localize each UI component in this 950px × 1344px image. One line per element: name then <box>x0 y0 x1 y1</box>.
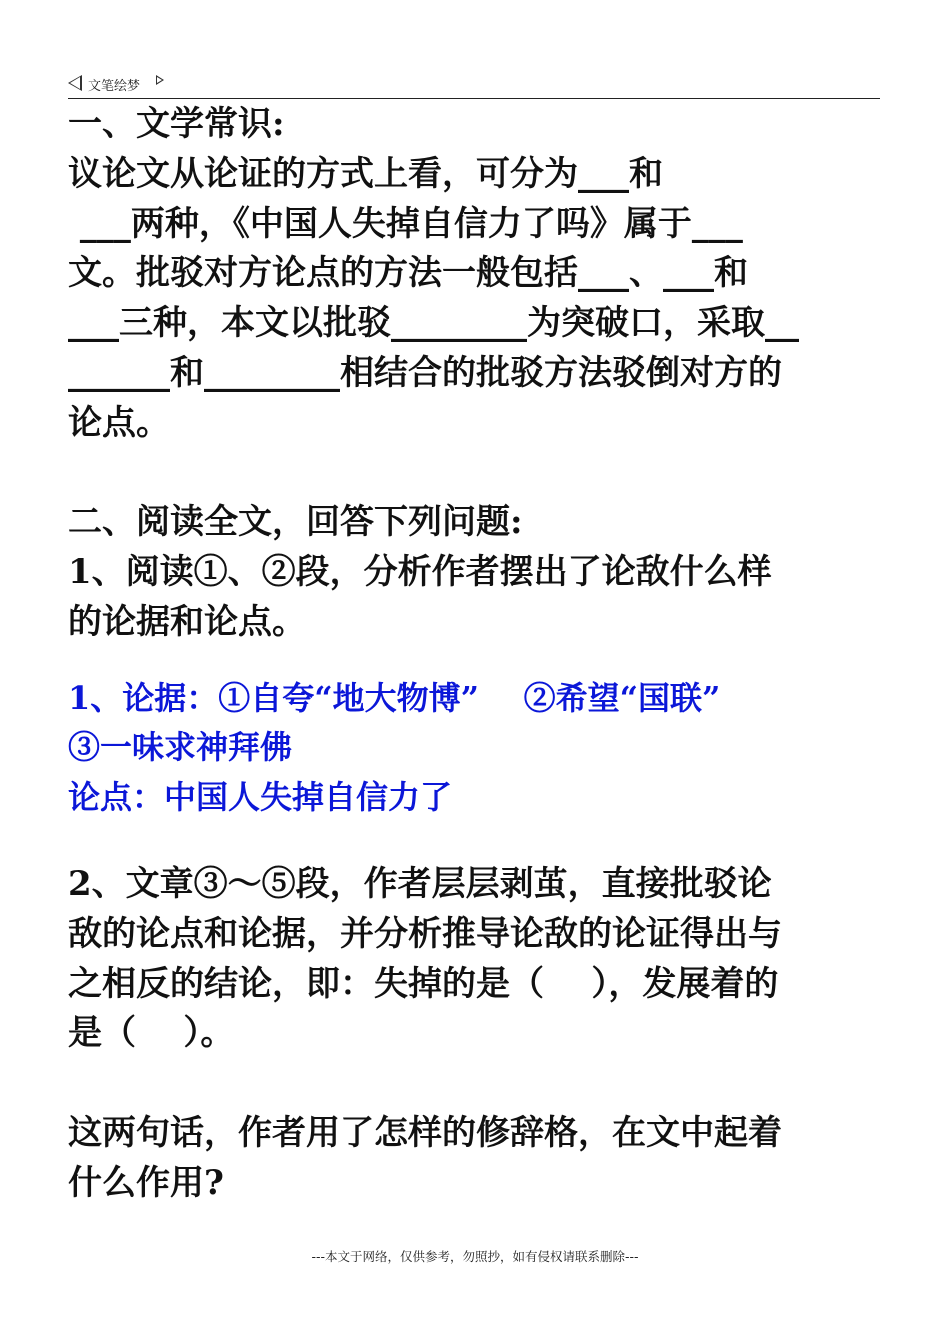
triangle-right-icon <box>156 75 164 85</box>
section1-heading: 一、文学常识: <box>68 104 285 144</box>
section1-line: 议论文从论证的方式上看，可分为___和 <box>68 153 663 194</box>
question-2-line: 是（ ）。 <box>68 1013 235 1054</box>
document-body <box>68 100 884 1209</box>
question-2-line: 之相反的结论，即：失掉的是（ ），发展着的 <box>68 963 779 1004</box>
spacer <box>68 449 884 499</box>
section2-heading: 二、阅读全文，回答下列问题: <box>68 502 523 543</box>
question-3-line: 这两句话，作者用了怎样的修辞格，在文中起着 <box>68 1112 782 1153</box>
question-2-line: 2、文章③～⑤段，作者层层剥茧，直接批驳论 <box>68 863 772 904</box>
section1-line: 文。批驳对方论点的方法一般包括___、___和 <box>68 253 748 294</box>
section1-line: ______和________相结合的批驳方法驳倒对方的 <box>68 352 782 393</box>
section1-line: 论点。 <box>68 402 170 443</box>
question-3-line: 什么作用? <box>68 1162 224 1203</box>
spacer <box>68 1059 884 1109</box>
question-1-line: 的论据和论点。 <box>68 601 306 642</box>
page-header <box>68 74 880 99</box>
section1-line: ___三种，本文以批驳________为突破口，采取__ <box>68 303 799 344</box>
question-1-line: 1、阅读①、②段，分析作者摆出了论敌什么样 <box>68 552 772 593</box>
answer-1-line: ③一味求神拜佛 <box>68 728 293 767</box>
answer-1-line: 1、论据：①自夸“地大物博” ②希望“国联” <box>68 678 721 717</box>
page-footer: ---本文于网络，仅供参考，勿照抄，如有侵权请联系删除--- <box>311 1249 639 1264</box>
triangle-left-icon <box>68 75 82 91</box>
section1-line: ___两种，《中国人失掉自信力了吗》属于___ <box>68 203 743 244</box>
answer-1-line: 论点：中国人失掉自信力了 <box>68 778 453 817</box>
header-title: 文笔绘梦 <box>88 79 141 94</box>
spacer <box>68 823 884 860</box>
question-2-line: 敌的论点和论据，并分析推导论敌的论证得出与 <box>68 913 782 954</box>
